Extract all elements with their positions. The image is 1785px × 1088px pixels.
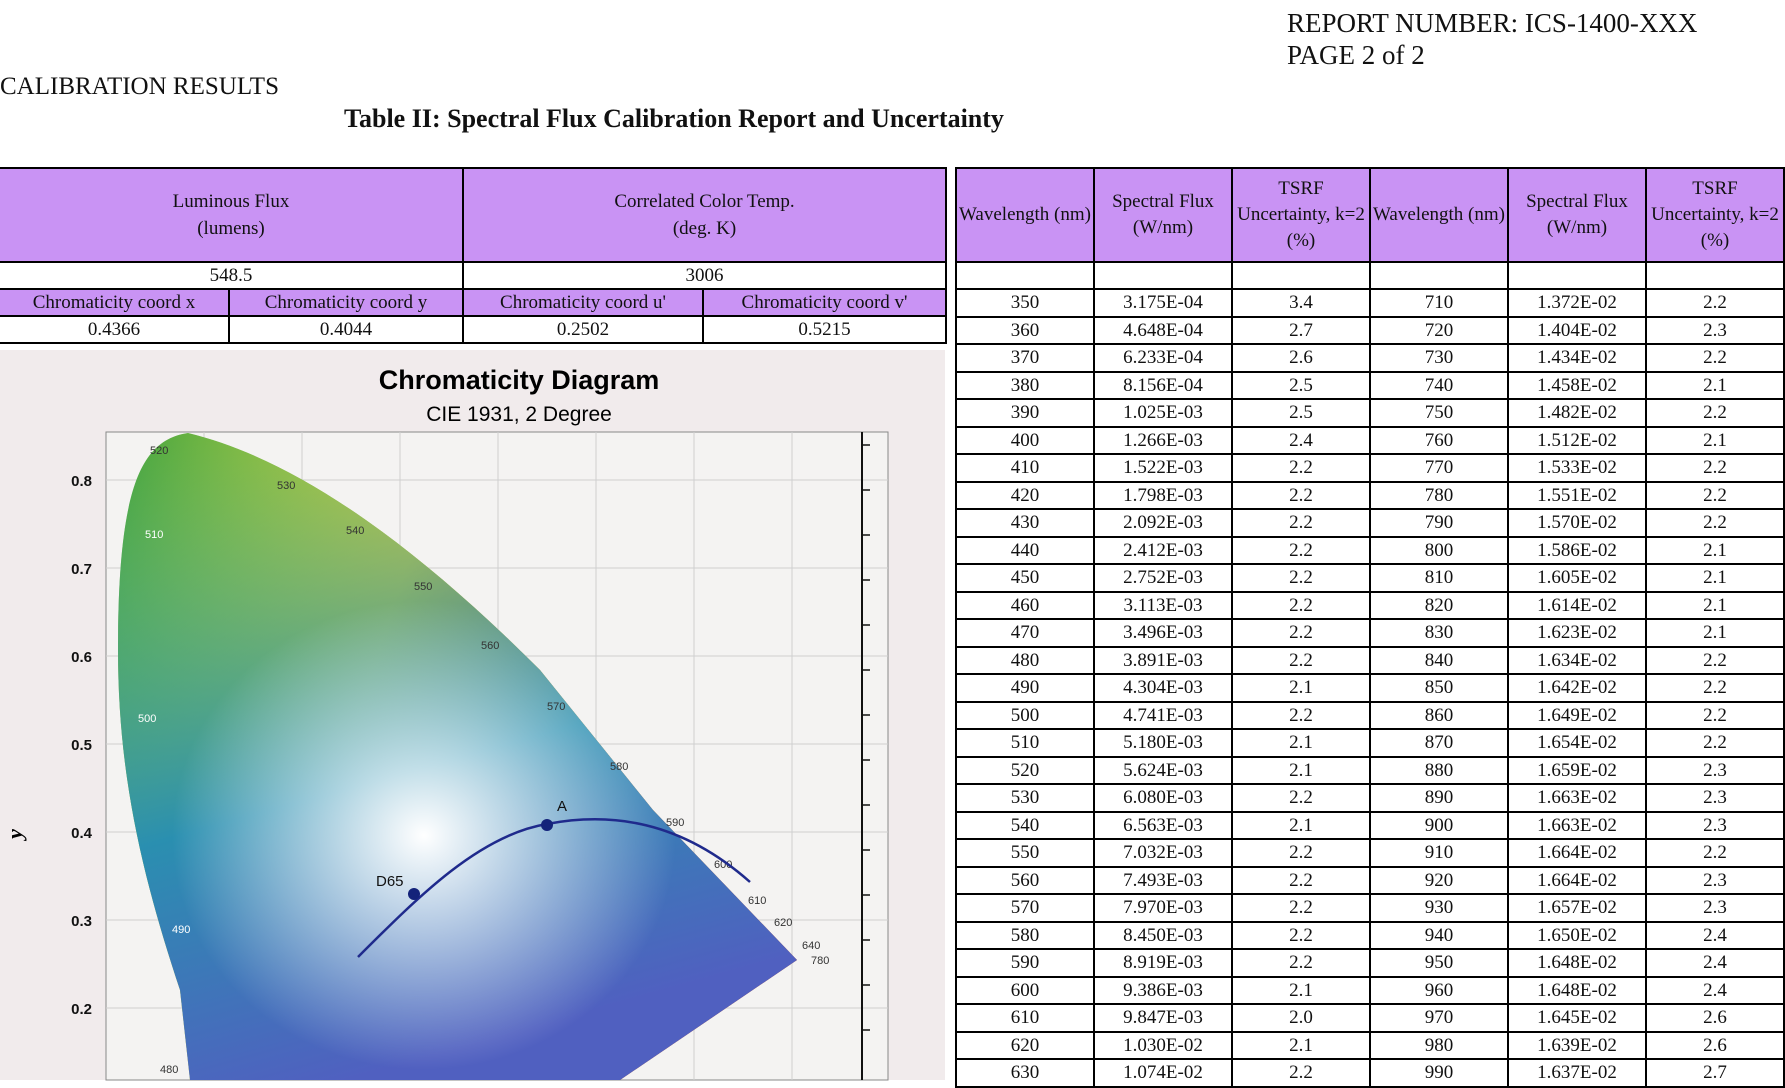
table-row xyxy=(956,619,1784,647)
table-cell: 370 xyxy=(956,344,1094,372)
table-cell: 910 xyxy=(1370,839,1508,867)
table-cell: 580 xyxy=(956,922,1094,950)
table-cell: 1.404E-02 xyxy=(1508,317,1646,345)
header-uncertainty-1: TSRF Uncertainty, k=2 (%) xyxy=(1232,168,1370,262)
table-cell: 2.2 xyxy=(1646,674,1784,702)
table-cell: 590 xyxy=(956,949,1094,977)
a-label: A xyxy=(557,798,568,815)
y-tick: 0.8 xyxy=(71,473,92,490)
table-cell: 1.512E-02 xyxy=(1508,427,1646,455)
table-cell: 1.639E-02 xyxy=(1508,1032,1646,1060)
d65-point xyxy=(408,888,420,900)
table-cell: 2.1 xyxy=(1232,757,1370,785)
coord-y-value: 0.4044 xyxy=(229,316,463,343)
table-cell: 750 xyxy=(1370,399,1508,427)
table-cell: 860 xyxy=(1370,702,1508,730)
coord-x-value: 0.4366 xyxy=(0,316,229,343)
table-cell: 2.2 xyxy=(1646,344,1784,372)
table-cell: 2.2 xyxy=(1232,784,1370,812)
table-row xyxy=(956,1032,1784,1060)
header-spectral-flux-1: Spectral Flux (W/nm) xyxy=(1094,168,1232,262)
diagram-title: Chromaticity Diagram xyxy=(378,365,660,395)
cct-header xyxy=(463,168,946,262)
table-cell: 2.5 xyxy=(1232,372,1370,400)
diagram-subtitle: CIE 1931, 2 Degree xyxy=(426,403,612,426)
locus-label: 620 xyxy=(774,917,793,929)
locus-label: 530 xyxy=(277,480,296,492)
table-title: Table II: Spectral Flux Calibration Report and Uncertainty xyxy=(344,104,1004,133)
table-cell: 2.3 xyxy=(1646,812,1784,840)
table-cell: 740 xyxy=(1370,372,1508,400)
table-cell: 1.664E-02 xyxy=(1508,867,1646,895)
table-cell: 2.2 xyxy=(1232,839,1370,867)
locus-label: 520 xyxy=(150,445,169,457)
table-cell: 890 xyxy=(1370,784,1508,812)
luminous-flux-label: Luminous Flux xyxy=(172,191,290,212)
coord-x-header: Chromaticity coord x xyxy=(0,289,229,316)
table-cell: 2.2 xyxy=(1232,702,1370,730)
table-row xyxy=(956,317,1784,345)
table-cell: 1.645E-02 xyxy=(1508,1004,1646,1032)
locus-label: 570 xyxy=(547,701,566,713)
table-row xyxy=(956,537,1784,565)
table-cell: 2.5 xyxy=(1232,399,1370,427)
locus-label: 560 xyxy=(481,640,500,652)
header-wavelength-1: Wavelength (nm) xyxy=(956,168,1094,262)
table-cell: 800 xyxy=(1370,537,1508,565)
locus-label: 550 xyxy=(414,581,433,593)
section-title: CALIBRATION RESULTS xyxy=(0,73,279,100)
table-cell: 400 xyxy=(956,427,1094,455)
table-row xyxy=(956,784,1784,812)
table-cell: 520 xyxy=(956,757,1094,785)
table-cell: 1.533E-02 xyxy=(1508,454,1646,482)
a-point xyxy=(541,819,553,831)
table-cell: 610 xyxy=(956,1004,1094,1032)
table-cell: 3.113E-03 xyxy=(1094,592,1232,620)
table-cell: 8.156E-04 xyxy=(1094,372,1232,400)
table-cell: 1.663E-02 xyxy=(1508,812,1646,840)
locus-label: 780 xyxy=(811,955,830,967)
table-cell: 1.551E-02 xyxy=(1508,482,1646,510)
table-cell: 1.266E-03 xyxy=(1094,427,1232,455)
table-cell: 2.752E-03 xyxy=(1094,564,1232,592)
table-cell: 1.623E-02 xyxy=(1508,619,1646,647)
table-cell: 2.1 xyxy=(1646,592,1784,620)
table-cell: 1.648E-02 xyxy=(1508,977,1646,1005)
table-cell: 420 xyxy=(956,482,1094,510)
table-cell: 920 xyxy=(1370,867,1508,895)
table-cell: 9.386E-03 xyxy=(1094,977,1232,1005)
table-cell: 2.3 xyxy=(1646,784,1784,812)
table-cell: 1.434E-02 xyxy=(1508,344,1646,372)
table-cell: 4.304E-03 xyxy=(1094,674,1232,702)
table-row xyxy=(956,1059,1784,1087)
table-cell: 970 xyxy=(1370,1004,1508,1032)
table-cell: 8.919E-03 xyxy=(1094,949,1232,977)
table-cell: 8.450E-03 xyxy=(1094,922,1232,950)
coord-u-value: 0.2502 xyxy=(463,316,703,343)
table-row xyxy=(956,427,1784,455)
table-cell: 2.2 xyxy=(1232,1059,1370,1087)
table-cell: 470 xyxy=(956,619,1094,647)
table-cell: 2.092E-03 xyxy=(1094,509,1232,537)
table-cell: 460 xyxy=(956,592,1094,620)
table-cell: 6.563E-03 xyxy=(1094,812,1232,840)
table-cell: 1.664E-02 xyxy=(1508,839,1646,867)
luminous-flux-unit: (lumens) xyxy=(197,218,265,239)
y-tick: 0.6 xyxy=(71,649,92,666)
table-row xyxy=(956,812,1784,840)
table-cell: 9.847E-03 xyxy=(1094,1004,1232,1032)
table-cell: 2.4 xyxy=(1232,427,1370,455)
table-cell: 2.2 xyxy=(1232,482,1370,510)
table-cell: 620 xyxy=(956,1032,1094,1060)
header-uncertainty-2: TSRF Uncertainty, k=2 (%) xyxy=(1646,168,1784,262)
table-cell: 560 xyxy=(956,867,1094,895)
table-cell: 2.6 xyxy=(1646,1004,1784,1032)
table-cell: 710 xyxy=(1370,289,1508,317)
table-row xyxy=(956,757,1784,785)
y-tick: 0.5 xyxy=(71,737,92,754)
table-cell: 2.3 xyxy=(1646,317,1784,345)
table-cell: 850 xyxy=(1370,674,1508,702)
table-cell: 780 xyxy=(1370,482,1508,510)
table-cell: 2.2 xyxy=(1232,922,1370,950)
table-cell: 960 xyxy=(1370,977,1508,1005)
locus-label: 640 xyxy=(802,940,821,952)
spectral-flux-table xyxy=(955,167,1785,1088)
report-number: REPORT NUMBER: ICS-1400-XXX xyxy=(1287,8,1698,38)
table-cell: 980 xyxy=(1370,1032,1508,1060)
table-row xyxy=(956,977,1784,1005)
table-cell: 1.650E-02 xyxy=(1508,922,1646,950)
table-cell: 2.2 xyxy=(1646,509,1784,537)
header-wavelength-2: Wavelength (nm) xyxy=(1370,168,1508,262)
table-cell: 820 xyxy=(1370,592,1508,620)
table-cell: 4.648E-04 xyxy=(1094,317,1232,345)
chromaticity-diagram xyxy=(0,350,945,1080)
table-cell: 3.891E-03 xyxy=(1094,647,1232,675)
table-cell: 1.634E-02 xyxy=(1508,647,1646,675)
table-cell: 2.2 xyxy=(1232,592,1370,620)
table-cell: 1.637E-02 xyxy=(1508,1059,1646,1087)
table-cell: 2.3 xyxy=(1646,757,1784,785)
table-cell: 360 xyxy=(956,317,1094,345)
table-cell: 550 xyxy=(956,839,1094,867)
table-row xyxy=(956,372,1784,400)
table-cell: 770 xyxy=(1370,454,1508,482)
table-row xyxy=(956,509,1784,537)
table-cell: 2.2 xyxy=(1646,839,1784,867)
table-row xyxy=(956,344,1784,372)
table-cell: 1.798E-03 xyxy=(1094,482,1232,510)
page-number: PAGE 2 of 2 xyxy=(1287,40,1425,70)
table-row xyxy=(956,592,1784,620)
table-cell: 500 xyxy=(956,702,1094,730)
table-cell: 1.570E-02 xyxy=(1508,509,1646,537)
header-spectral-flux-2: Spectral Flux (W/nm) xyxy=(1508,168,1646,262)
table-cell: 7.032E-03 xyxy=(1094,839,1232,867)
table-cell: 2.4 xyxy=(1646,949,1784,977)
table-cell: 1.605E-02 xyxy=(1508,564,1646,592)
table-cell: 1.657E-02 xyxy=(1508,894,1646,922)
locus-label: 610 xyxy=(748,895,767,907)
y-tick: 0.7 xyxy=(71,561,92,578)
table-cell: 510 xyxy=(956,729,1094,757)
table-row xyxy=(956,702,1784,730)
table-cell: 2.3 xyxy=(1646,894,1784,922)
table-cell: 1.074E-02 xyxy=(1094,1059,1232,1087)
table-cell: 1.642E-02 xyxy=(1508,674,1646,702)
table-cell: 940 xyxy=(1370,922,1508,950)
table-cell: 3.496E-03 xyxy=(1094,619,1232,647)
table-cell: 6.080E-03 xyxy=(1094,784,1232,812)
table-row xyxy=(956,289,1784,317)
table-cell: 930 xyxy=(1370,894,1508,922)
table-cell: 1.522E-03 xyxy=(1094,454,1232,482)
table-row xyxy=(956,949,1784,977)
table-cell: 7.493E-03 xyxy=(1094,867,1232,895)
table-cell: 880 xyxy=(1370,757,1508,785)
table-cell: 630 xyxy=(956,1059,1094,1087)
table-cell: 2.1 xyxy=(1232,812,1370,840)
locus-label: 490 xyxy=(172,924,191,936)
table-cell: 1.458E-02 xyxy=(1508,372,1646,400)
table-cell: 530 xyxy=(956,784,1094,812)
table-cell: 540 xyxy=(956,812,1094,840)
table-cell: 2.1 xyxy=(1646,537,1784,565)
table-cell: 2.6 xyxy=(1232,344,1370,372)
table-cell: 2.1 xyxy=(1646,372,1784,400)
table-cell: 6.233E-04 xyxy=(1094,344,1232,372)
coord-v-value: 0.5215 xyxy=(703,316,946,343)
table-cell: 810 xyxy=(1370,564,1508,592)
table-cell: 2.7 xyxy=(1646,1059,1784,1087)
table-cell: 1.030E-02 xyxy=(1094,1032,1232,1060)
table-cell: 2.1 xyxy=(1646,427,1784,455)
table-row xyxy=(956,867,1784,895)
table-row xyxy=(956,1004,1784,1032)
table-cell: 840 xyxy=(1370,647,1508,675)
table-cell: 2.2 xyxy=(1646,702,1784,730)
table-row xyxy=(956,399,1784,427)
table-cell: 2.2 xyxy=(1646,647,1784,675)
table-cell: 410 xyxy=(956,454,1094,482)
coord-y-header: Chromaticity coord y xyxy=(229,289,463,316)
table-row xyxy=(956,729,1784,757)
coord-u-header: Chromaticity coord u' xyxy=(463,289,703,316)
d65-label: D65 xyxy=(376,873,404,890)
table-cell: 5.624E-03 xyxy=(1094,757,1232,785)
table-cell: 2.412E-03 xyxy=(1094,537,1232,565)
table-cell: 450 xyxy=(956,564,1094,592)
table-cell: 720 xyxy=(1370,317,1508,345)
table-cell: 490 xyxy=(956,674,1094,702)
table-cell: 2.1 xyxy=(1232,977,1370,1005)
table-cell: 2.0 xyxy=(1232,1004,1370,1032)
table-cell: 2.1 xyxy=(1232,1032,1370,1060)
cct-unit: (deg. K) xyxy=(672,218,737,239)
locus-label: 540 xyxy=(346,525,365,537)
table-cell: 430 xyxy=(956,509,1094,537)
table-cell: 2.4 xyxy=(1646,922,1784,950)
table-cell: 990 xyxy=(1370,1059,1508,1087)
locus-label: 480 xyxy=(160,1064,179,1076)
table-cell: 380 xyxy=(956,372,1094,400)
table-cell: 2.2 xyxy=(1646,399,1784,427)
table-cell: 440 xyxy=(956,537,1094,565)
table-cell: 730 xyxy=(1370,344,1508,372)
table-cell: 950 xyxy=(1370,949,1508,977)
table-row xyxy=(956,674,1784,702)
table-cell: 1.482E-02 xyxy=(1508,399,1646,427)
table-cell: 2.1 xyxy=(1646,564,1784,592)
table-cell: 7.970E-03 xyxy=(1094,894,1232,922)
y-tick: 0.4 xyxy=(71,825,92,842)
table-cell: 350 xyxy=(956,289,1094,317)
table-cell: 1.659E-02 xyxy=(1508,757,1646,785)
table-cell: 2.1 xyxy=(1232,674,1370,702)
summary-table xyxy=(0,167,947,344)
table-cell: 2.2 xyxy=(1232,867,1370,895)
table-cell: 1.025E-03 xyxy=(1094,399,1232,427)
table-cell: 2.2 xyxy=(1646,289,1784,317)
table-cell: 600 xyxy=(956,977,1094,1005)
table-cell: 2.6 xyxy=(1646,1032,1784,1060)
table-cell: 2.7 xyxy=(1232,317,1370,345)
table-cell: 390 xyxy=(956,399,1094,427)
table-cell: 2.2 xyxy=(1232,564,1370,592)
table-cell: 2.2 xyxy=(1232,619,1370,647)
locus-label: 580 xyxy=(610,761,629,773)
y-axis-label: y xyxy=(2,829,27,839)
table-cell: 2.2 xyxy=(1232,647,1370,675)
table-cell: 1.614E-02 xyxy=(1508,592,1646,620)
table-cell: 830 xyxy=(1370,619,1508,647)
table-cell: 2.2 xyxy=(1232,509,1370,537)
table-cell: 5.180E-03 xyxy=(1094,729,1232,757)
table-cell: 480 xyxy=(956,647,1094,675)
table-row xyxy=(956,564,1784,592)
locus-label: 500 xyxy=(138,713,157,725)
table-cell: 3.4 xyxy=(1232,289,1370,317)
table-row xyxy=(956,922,1784,950)
table-row xyxy=(956,894,1784,922)
table-cell: 2.2 xyxy=(1646,454,1784,482)
table-cell: 2.1 xyxy=(1232,729,1370,757)
table-cell: 570 xyxy=(956,894,1094,922)
table-cell: 2.2 xyxy=(1232,537,1370,565)
table-cell: 1.372E-02 xyxy=(1508,289,1646,317)
table-row xyxy=(956,647,1784,675)
table-cell: 2.2 xyxy=(1646,729,1784,757)
cct-label: Correlated Color Temp. xyxy=(614,191,795,212)
cct-value: 3006 xyxy=(463,262,946,289)
locus-label: 600 xyxy=(714,859,733,871)
table-row xyxy=(956,482,1784,510)
coord-v-header: Chromaticity coord v' xyxy=(703,289,946,316)
table-cell: 2.2 xyxy=(1232,454,1370,482)
table-cell: 1.648E-02 xyxy=(1508,949,1646,977)
table-row xyxy=(956,454,1784,482)
table-cell: 1.586E-02 xyxy=(1508,537,1646,565)
table-cell: 870 xyxy=(1370,729,1508,757)
table-cell: 760 xyxy=(1370,427,1508,455)
table-cell: 900 xyxy=(1370,812,1508,840)
table-cell: 790 xyxy=(1370,509,1508,537)
table-row xyxy=(956,839,1784,867)
y-tick: 0.2 xyxy=(71,1001,92,1018)
table-cell: 2.2 xyxy=(1232,894,1370,922)
table-cell: 1.654E-02 xyxy=(1508,729,1646,757)
locus-label: 510 xyxy=(145,529,164,541)
table-cell: 4.741E-03 xyxy=(1094,702,1232,730)
table-cell: 2.2 xyxy=(1232,949,1370,977)
table-cell: 3.175E-04 xyxy=(1094,289,1232,317)
table-cell: 2.2 xyxy=(1646,482,1784,510)
luminous-flux-header xyxy=(0,168,463,262)
y-tick: 0.3 xyxy=(71,913,92,930)
table-cell: 2.4 xyxy=(1646,977,1784,1005)
table-cell: 1.649E-02 xyxy=(1508,702,1646,730)
table-cell: 2.1 xyxy=(1646,619,1784,647)
table-cell: 1.663E-02 xyxy=(1508,784,1646,812)
locus-label: 590 xyxy=(666,817,685,829)
luminous-flux-value: 548.5 xyxy=(0,262,463,289)
table-cell: 2.3 xyxy=(1646,867,1784,895)
